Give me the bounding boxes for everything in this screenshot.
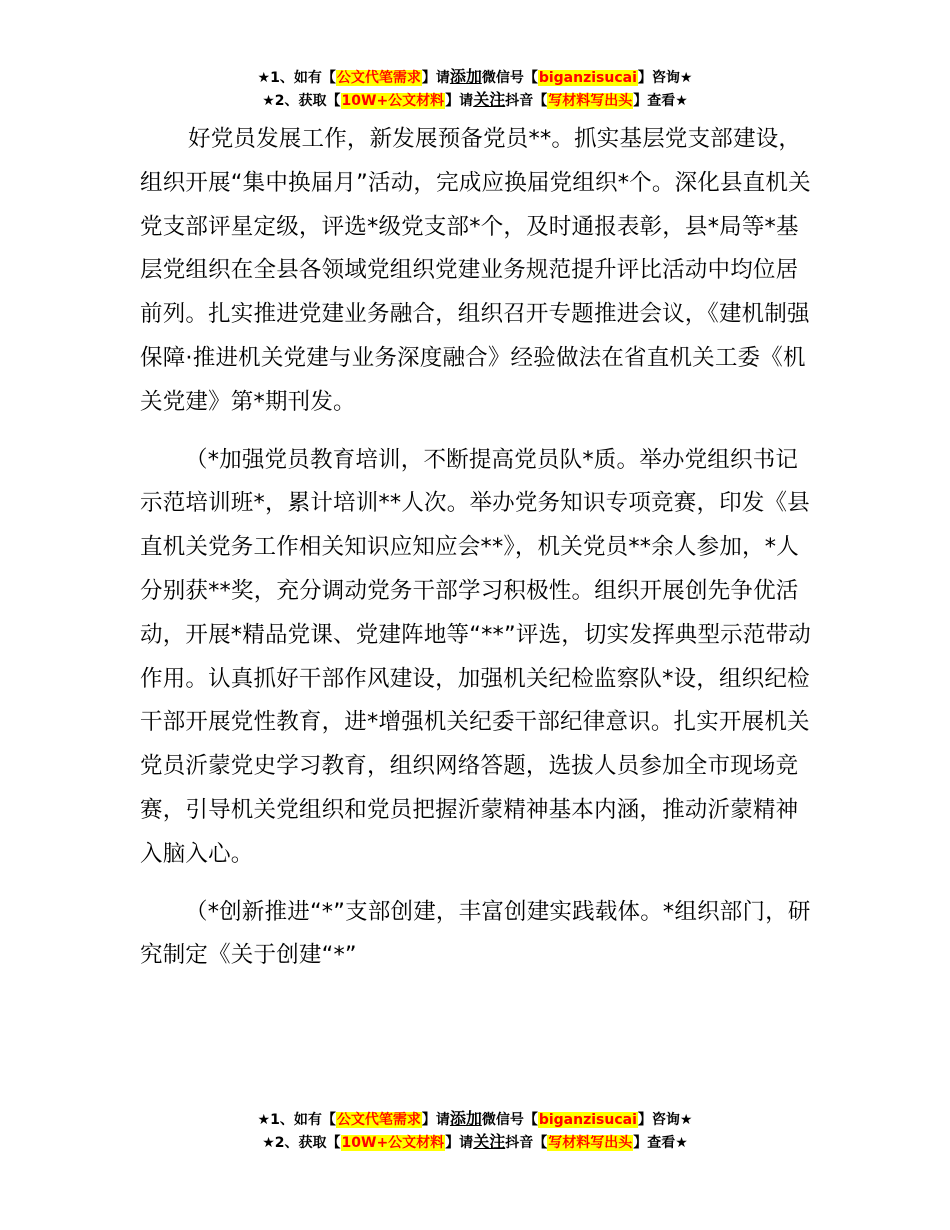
banner-highlight: biganzisucai <box>538 1112 637 1128</box>
paragraph: （*加强党员教育培训，不断提高党员队*质。举办党组织书记示范培训班*，累计培训**人次。举办党务知识专项竞赛，印发《县直机关党务工作相关知识应知应会**》，机关党员**余人参加，*人分别获**奖，充分调动党务干部学习积极性。组织开展创先争优活动，开展*精品党课、党建阵地等“**”评选，切实发挥典型示范带动作用。认真抓好干部作风建设，加强机关纪检监察队*设，组织纪检干部开展党性教育，进*增强机关纪委干部纪律意识。扎实开展机关党员沂蒙党史学习教育，组织网络答题，选拔人员参加全市现场竞赛，引导机关党组织和党员把握沂蒙精神基本内涵，推动沂蒙精神入脑入心。 <box>140 446 811 867</box>
banner-line-1: ★1、如有【公文代笔需求】请添加微信号【biganzisucai】咨询★ <box>257 67 693 86</box>
banner-line-1: ★1、如有【公文代笔需求】请添加微信号【biganzisucai】咨询★ <box>257 1109 693 1128</box>
footer-banner <box>0 1108 950 1154</box>
header-banner <box>0 66 950 112</box>
banner-highlight: 公文代笔需求 <box>336 70 421 86</box>
banner-highlight: 公文代笔需求 <box>336 1112 421 1128</box>
banner-line-2: ★2、获取【10W+公文材料】请关注抖音【写材料写出头】查看★ <box>262 1132 688 1151</box>
banner-highlight: 10W+公文材料 <box>341 1135 445 1151</box>
paragraph: （*创新推进“*”支部创建，丰富创建实践载体。*组织部门，研究制定《关于创建“*” <box>140 898 811 969</box>
banner-highlight: 10W+公文材料 <box>341 93 445 109</box>
paragraph: 好党员发展工作，新发展预备党员**。抓实基层党支部建设，组织开展“集中换届月”活动，完成应换届党组织*个。深化县直机关党支部评星定级，评选*级党支部*个，及时通报表彰，县*局等*基层党组织在全县各领域党组织党建业务规范提升评比活动中均位居前列。扎实推进党建业务融合，组织召开专题推进会议，《建机制强保障·推进机关党建与业务深度融合》经验做法在省直机关工委《机关党建》第*期刊发。 <box>140 126 811 415</box>
banner-highlight: 写材料写出头 <box>548 93 633 109</box>
document-body <box>140 118 815 992</box>
banner-highlight: 写材料写出头 <box>548 1135 633 1151</box>
banner-line-2: ★2、获取【10W+公文材料】请关注抖音【写材料写出头】查看★ <box>262 90 688 109</box>
banner-highlight: biganzisucai <box>538 70 637 86</box>
